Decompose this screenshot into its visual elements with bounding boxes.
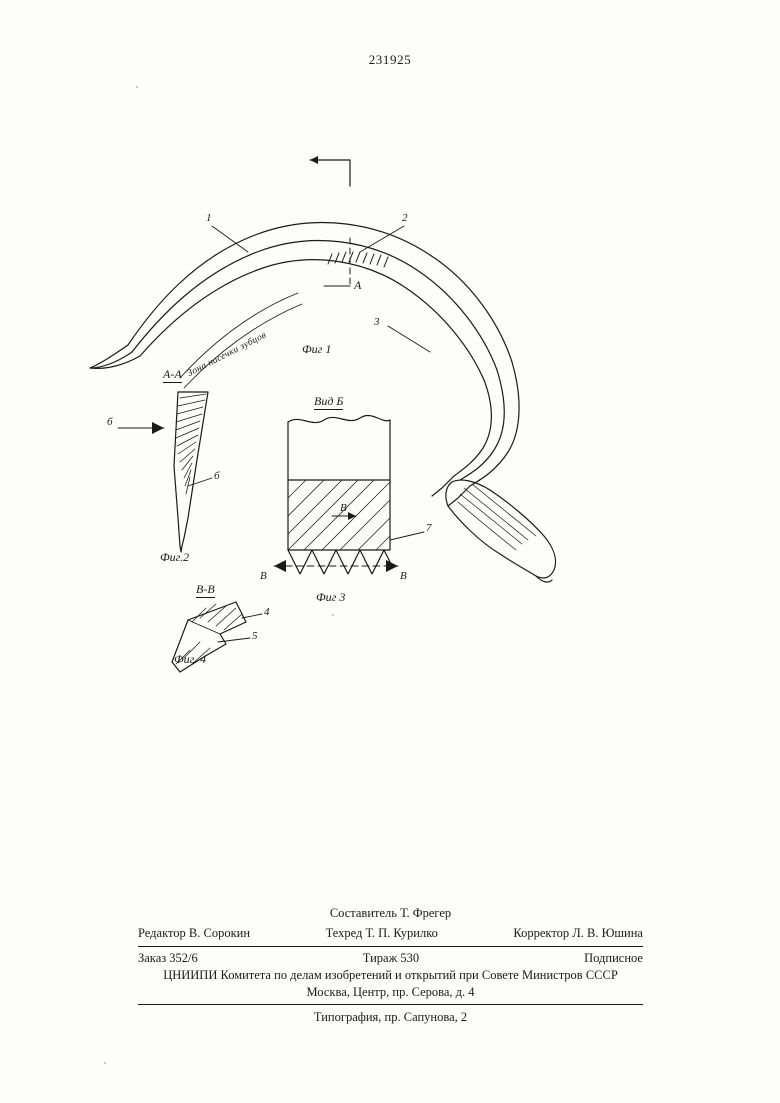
fig1-leader-label-1: 1 <box>206 212 212 224</box>
fig2-caption: Фиг.2 <box>160 550 190 564</box>
fig2-outline <box>174 392 208 552</box>
tooth-mark-7 <box>370 254 374 264</box>
sickle-neck-inner <box>460 370 504 480</box>
page-footer <box>138 905 643 1026</box>
fig3-inner-arrow-head <box>348 512 356 520</box>
fig3-view-label <box>314 394 343 409</box>
fig1-caption: Фиг 1 <box>302 342 332 356</box>
sickle-handle <box>446 480 556 578</box>
fig3-section-marker-right: В <box>400 570 407 582</box>
fig3-section-marker-left: В <box>260 570 267 582</box>
fig2-arrow-head <box>152 422 164 434</box>
handle-hatch-2 <box>464 488 528 540</box>
scan-speck <box>104 1062 106 1064</box>
sickle-neck-outer <box>470 362 519 486</box>
footer-order: Заказ 352/6 <box>138 950 198 965</box>
fig1-zone-label: Зона насечки зубцов <box>186 330 269 379</box>
footer-editor: Редактор В. Сорокин <box>138 925 251 940</box>
fig1-section-marker-a: А <box>354 278 362 292</box>
footer-corrector: Корректор Л. В. Юшина <box>513 925 643 940</box>
patent-number: 231925 <box>368 52 412 67</box>
handle-hatch-4 <box>472 484 536 536</box>
footer-institute-line2: Москва, Центр, пр. Серова, д. 4 <box>306 984 475 999</box>
fig3-torn-top <box>288 415 390 422</box>
footer-print-run: Тираж 530 <box>362 950 420 965</box>
footer-subscription: Подписное <box>584 950 643 965</box>
footer-techred: Техред Т. П. Курилко <box>325 925 438 940</box>
fig3-view-label-text: Вид Б <box>314 394 344 408</box>
fig3-group <box>274 415 424 574</box>
leader-line-1 <box>212 226 248 252</box>
fig4-leader-4 <box>242 614 262 618</box>
footer-institute-line1: ЦНИИПИ Комитета по делам изобретений и открытий при Совете Министров СССР <box>163 967 618 982</box>
footer-typography: Типография, пр. Сапунова, 2 <box>313 1010 468 1025</box>
fig3-hatch <box>288 480 390 550</box>
tooth-mark-6 <box>363 253 367 263</box>
footer-institute <box>138 967 643 1001</box>
fig2-leader-label-b-left: б <box>107 416 113 428</box>
fig1-leader-label-2: 2 <box>402 212 408 224</box>
scan-speck <box>332 614 334 616</box>
footer-divider-2 <box>138 1004 643 1005</box>
tooth-mark-3 <box>342 252 346 262</box>
fig4-inner-line <box>188 620 220 634</box>
fig2-group <box>118 392 212 552</box>
leader-line-2 <box>360 226 404 252</box>
fig3-arrow-right <box>386 560 398 572</box>
fig4-section-label-text: В-В <box>196 582 215 596</box>
fig3-arrow-left <box>274 560 286 572</box>
sickle-tang-bottom <box>432 476 454 496</box>
tooth-mark-9 <box>384 257 388 267</box>
footer-credits <box>138 925 643 946</box>
fig3-leader-label-7: 7 <box>426 522 432 534</box>
fig2-section-label-text: А-А <box>163 367 182 381</box>
fig3-inner-marker: В <box>340 502 347 514</box>
fig4-leader-label-5: 5 <box>252 630 258 642</box>
leader-line-3 <box>388 326 430 352</box>
section-arrow-a-head <box>310 156 318 164</box>
tooth-mark-8 <box>377 255 381 265</box>
tooth-mark-5 <box>356 252 360 262</box>
fig2-leader-b <box>188 478 212 486</box>
fig3-leader-7 <box>390 532 424 540</box>
footer-divider-1 <box>138 946 643 947</box>
tooth-mark-1 <box>328 254 332 264</box>
fig3-caption: Фиг 3 <box>316 590 346 604</box>
fig3-teeth <box>288 550 390 574</box>
drawing-area <box>60 130 720 750</box>
sickle-neck-inner-2 <box>454 380 491 476</box>
footer-order-row <box>138 950 643 967</box>
fig2-section-label <box>163 367 182 382</box>
footer-compiler: Составитель Т. Фрегер <box>329 906 452 920</box>
fig2-leader-label-b-right: б <box>214 470 220 482</box>
scan-speck <box>136 86 138 88</box>
sickle-inner-edge-2 <box>140 260 484 380</box>
fig1-leader-label-3: 3 <box>374 316 380 328</box>
handle-hatch-3 <box>458 502 516 550</box>
technical-drawing-svg <box>60 130 720 750</box>
fig4-leader-label-4: 4 <box>264 606 270 618</box>
fig4-section-label <box>196 582 215 597</box>
handle-hatch-1 <box>460 494 522 544</box>
sickle-tip <box>90 345 132 368</box>
fig4-caption: Фиг. 4 <box>174 652 207 666</box>
